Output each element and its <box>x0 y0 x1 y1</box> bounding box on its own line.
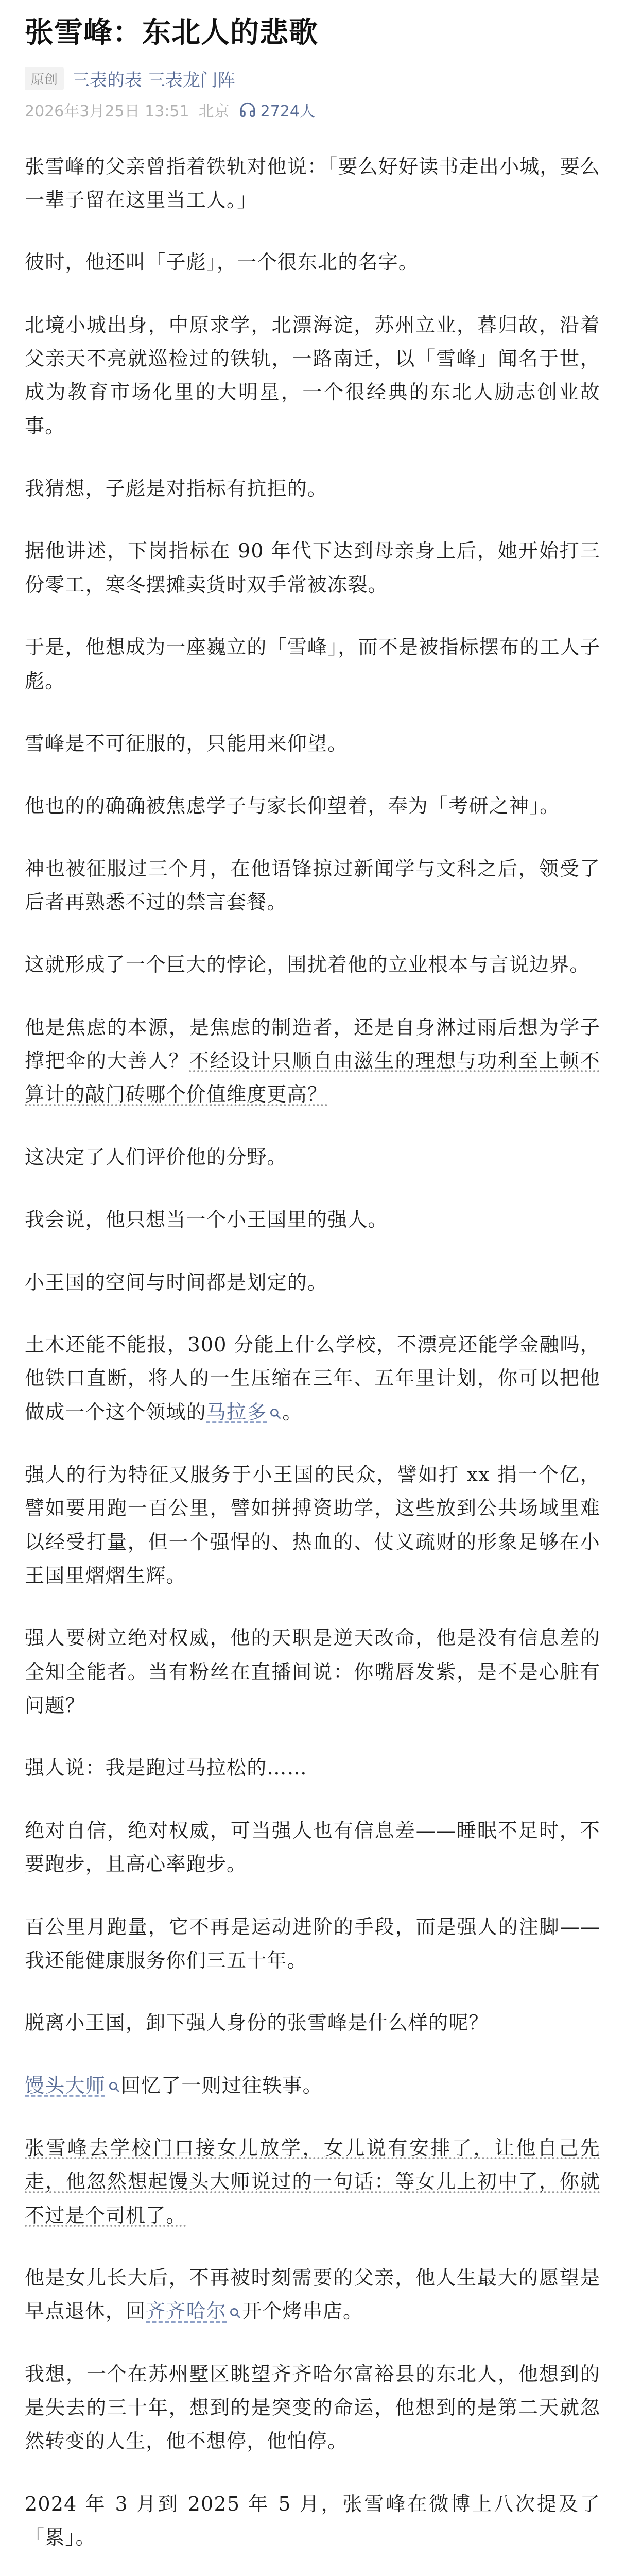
paragraph-text: 强人说：我是跑过马拉松的…… <box>25 1756 307 1780</box>
paragraph-text: 强人的行为特征又服务于小王国的民众，譬如打 xx 捐一个亿，譬如要用跑一百公里，譬如拼搏资助学，这些放到公共场域里难以经受打量，但一个强悍的、热血的、仗义疏财的形象足够在小王国里熠熠生辉。 <box>25 1463 600 1587</box>
article-paragraph <box>25 1458 600 1592</box>
article-paragraph <box>25 2069 600 2103</box>
article-paragraph <box>25 2487 600 2555</box>
paragraph-text: 强人要树立绝对权威，他的天职是逆天改命，他是没有信息差的全知全能者。当有粉丝在直播间说：你嘴唇发紫，是不是心脏有问题？ <box>25 1626 600 1717</box>
paragraph-text: 雪峰是不可征服的，只能用来仰望。 <box>25 732 348 755</box>
article-paragraph <box>25 1910 600 1978</box>
paragraph-text: 这就形成了一个巨大的悖论，围扰着他的立业根本与言说边界。 <box>25 953 590 976</box>
author-row <box>25 66 600 91</box>
article-paragraph <box>25 1141 600 1174</box>
paragraph-text: 小王国的空间与时间都是划定的。 <box>25 1270 328 1294</box>
article-paragraph <box>25 2131 600 2232</box>
mention-link[interactable]: 齐齐哈尔 <box>146 2300 242 2323</box>
paragraph-text: 他也的的确确被焦虑学子与家长仰望着，奉为「考研之神」。 <box>25 794 560 818</box>
article-paragraph <box>25 2261 600 2329</box>
paragraph-text: 于是，他想成为一座巍立的「雪峰」，而不是被指标摆布的工人子彪。 <box>25 636 600 692</box>
article-paragraph <box>25 472 600 505</box>
article-paragraph <box>25 1011 600 1112</box>
paragraph-text: 他是女儿长大后，不再被时刻需要的父亲，他人生最大的愿望是早点退休，回 <box>25 2266 600 2323</box>
article-paragraph <box>25 2006 600 2040</box>
article-paragraph <box>25 2358 600 2459</box>
article-paragraph <box>25 1328 600 1429</box>
author-link[interactable]: 三表的表 三表龙门阵 <box>72 70 235 91</box>
paragraph-text: 绝对自信，绝对权威，可当强人也有信息差——睡眠不足时，不要跑步，且高心率跑步。 <box>25 1819 600 1876</box>
paragraph-text: 神也被征服过三个月，在他语锋掠过新闻学与文科之后，领受了后者再熟悉不过的禁言套餐。 <box>25 857 600 913</box>
article-paragraph <box>25 631 600 698</box>
article-paragraph <box>25 727 600 760</box>
article-title: 张雪峰：东北人的悲歌 <box>25 15 318 49</box>
article-body <box>25 150 600 2576</box>
mention-link[interactable]: 马拉多 <box>206 1401 283 1423</box>
paragraph-text: 。 <box>282 1400 303 1423</box>
paragraph-text: 开个烤串店。 <box>242 2300 363 2323</box>
mention-link[interactable]: 馒头大师 <box>25 2074 121 2097</box>
headphone-icon <box>239 101 256 118</box>
original-badge: 原创 <box>25 67 64 90</box>
search-icon <box>269 1407 282 1420</box>
paragraph-text: 据他讲述，下岗指标在 90 年代下达到母亲身上后，她开始打三份零工，寒冬摆摊卖货时双手常被冻裂。 <box>25 539 600 596</box>
listen-button[interactable] <box>239 98 315 121</box>
paragraph-text: 彼时，他还叫「子彪」，一个很东北的名字。 <box>25 251 419 274</box>
publish-date: 2026年3月25日 13:51 <box>25 102 189 121</box>
article-paragraph <box>25 150 600 217</box>
underlined-text: 不经设计只顺自由滋生的理想与功利至上顿不算计的敲门砖哪个价值维度更高？ <box>25 1049 600 1106</box>
search-icon <box>108 2080 121 2094</box>
paragraph-text: 我想，一个在苏州墅区眺望齐齐哈尔富裕县的东北人，他想到的是失去的三十年，想到的是突变的命运，他想到的是第二天就忽然转变的人生，他不想停，他怕停。 <box>25 2362 600 2453</box>
search-icon <box>229 2307 242 2320</box>
article-paragraph <box>25 852 600 920</box>
paragraph-text: 百公里月跑量，它不再是运动进阶的手段，而是强人的注脚——我还能健康服务你们三五十年。 <box>25 1915 600 1972</box>
paragraph-text: 土木还能不能报，300 分能上什么学校，不漂亮还能学金融吗，他铁口直断，将人的一生压缩在三年、五年里计划，你可以把他做成一个这个领域的 <box>25 1333 600 1423</box>
paragraph-text: 张雪峰的父亲曾指着铁轨对他说：「要么好好读书走出小城，要么一辈子留在这里当工人。」 <box>25 155 600 211</box>
article-paragraph <box>25 1266 600 1299</box>
paragraph-text: 北境小城出身，中原求学，北漂海淀，苏州立业，暮归故，沿着父亲天不亮就巡检过的铁轨，一路南迁，以「雪峰」闻名于世，成为教育市场化里的大明星，一个很经典的东北人励志创业故事。 <box>25 313 600 437</box>
article-paragraph <box>25 534 600 602</box>
article-paragraph <box>25 1203 600 1236</box>
paragraph-text: 我猜想，子彪是对指标有抗拒的。 <box>25 477 328 500</box>
paragraph-text: 脱离小王国，卸下强人身份的张雪峰是什么样的呢？ <box>25 2011 489 2035</box>
meta-row <box>25 98 600 121</box>
paragraph-text: 2024 年 3 月到 2025 年 5 月，张雪峰在微博上八次提及了「累」。 <box>25 2492 600 2549</box>
paragraph-text: 这决定了人们评价他的分野。 <box>25 1145 287 1168</box>
paragraph-text: 我会说，他只想当一个小王国里的强人。 <box>25 1208 388 1231</box>
article-paragraph <box>25 1621 600 1722</box>
article-paragraph <box>25 1751 600 1785</box>
article-paragraph <box>25 948 600 981</box>
article-paragraph <box>25 246 600 279</box>
publish-location: 北京 <box>198 102 230 121</box>
underlined-text: 张雪峰去学校门口接女儿放学，女儿说有安排了，让他自己先走，他忽然想起馒头大师说过的一句话：等女儿上初中了，你就不过是个司机了。 <box>25 2136 600 2227</box>
article-paragraph <box>25 309 600 443</box>
paragraph-text: 他是焦虑的本源，是焦虑的制造者，还是自身淋过雨后想为学子撑把伞的大善人？ <box>25 1015 600 1073</box>
article-paragraph <box>25 789 600 823</box>
article-paragraph <box>25 1814 600 1882</box>
paragraph-text: 回忆了一则过往轶事。 <box>120 2074 323 2097</box>
listen-count: 2724人 <box>260 102 315 121</box>
